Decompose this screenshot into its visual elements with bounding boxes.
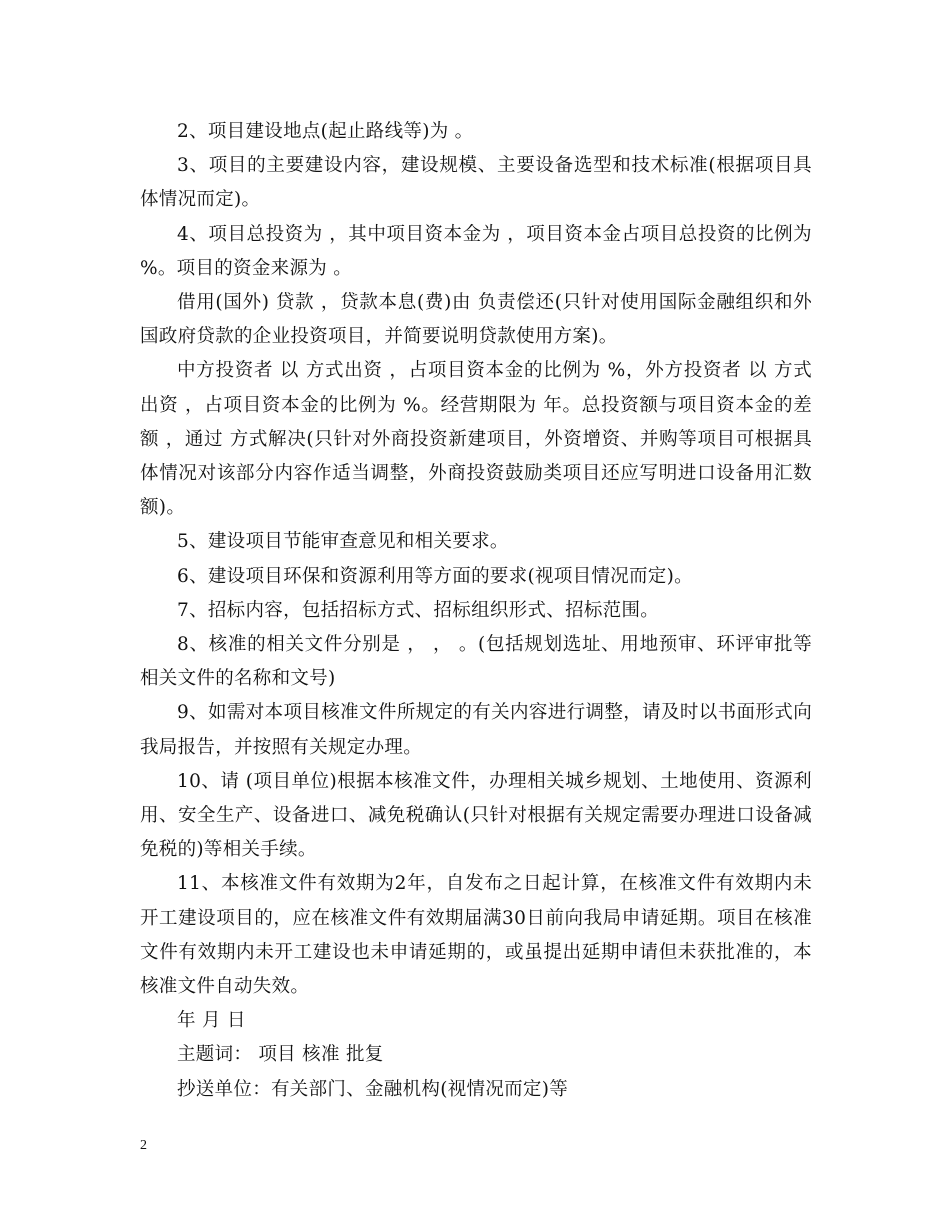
date-line: 年 月 日 [177, 1010, 246, 1032]
document-body [140, 115, 812, 1107]
item-2-location: 2、项目建设地点(起止路线等)为 。 [177, 121, 474, 142]
item-10-procedures: 10、请 (项目单位)根据本核准文件，办理相关城乡规划、土地使用、资源利用、安全生产、设备进口、减免税确认(只针对根据有关规定需要办理进口设备减免税的)等相关手续。 [140, 770, 812, 861]
item-6-environment: 6、建设项目环保和资源利用等方面的要求(视项目情况而定)。 [177, 565, 693, 587]
item-3-construction-content: 3、项目的主要建设内容，建设规模、主要设备选型和技术标准(根据项目具体情况而定)。 [140, 155, 812, 211]
item-11-validity: 11、本核准文件有效期为2年，自发布之日起计算，在核准文件有效期内未开工建设项目的，应在核准文件有效期届满30日前向我局申请延期。项目在核准文件有效期内未开工建设也未申请延期的，或虽提出延期申请但未获批准的，本核准文件自动失效。 [140, 873, 812, 998]
item-4-total-investment: 4、项目总投资为 ，其中项目资本金为 ，项目资本金占项目总投资的比例为 %。项目的资金来源为 。 [140, 223, 812, 279]
cc-units: 抄送单位：有关部门、金融机构(视情况而定)等 [177, 1078, 569, 1100]
item-8-related-documents: 8、核准的相关文件分别是 ， ， 。(包括规划选址、用地预审、环评审批等相关文件的名称和文号) [140, 634, 812, 690]
subject-keywords: 主题词： 项目 核准 批复 [177, 1044, 384, 1066]
page-number: 2 [140, 1138, 147, 1153]
item-7-bidding: 7、招标内容，包括招标方式、招标组织形式、招标范围。 [177, 599, 660, 621]
investor-contribution-paragraph: 中方投资者 以 方式出资 ，占项目资本金的比例为 %，外方投资者 以 方式出资 ，占项目资本金的比例为 %。经营期限为 年。总投资额与项目资本金的差额 ，通过 方式解决(只针对外商投资新建项目，外资增资、并购等项目可根据具体情况对该部分内容作适当调整，外商投资鼓励类项目还应写明进口设备用汇数额)。 [140, 360, 812, 519]
foreign-loan-paragraph: 借用(国外) 贷款 ，贷款本息(费)由 负责偿还(只针对使用国际金融组织和外国政府贷款的企业投资项目，并简要说明贷款使用方案)。 [140, 292, 812, 348]
item-5-energy-review: 5、建设项目节能审查意见和相关要求。 [177, 531, 509, 553]
item-9-adjustment: 9、如需对本项目核准文件所规定的有关内容进行调整，请及时以书面形式向我局报告，并按照有关规定办理。 [140, 702, 812, 758]
